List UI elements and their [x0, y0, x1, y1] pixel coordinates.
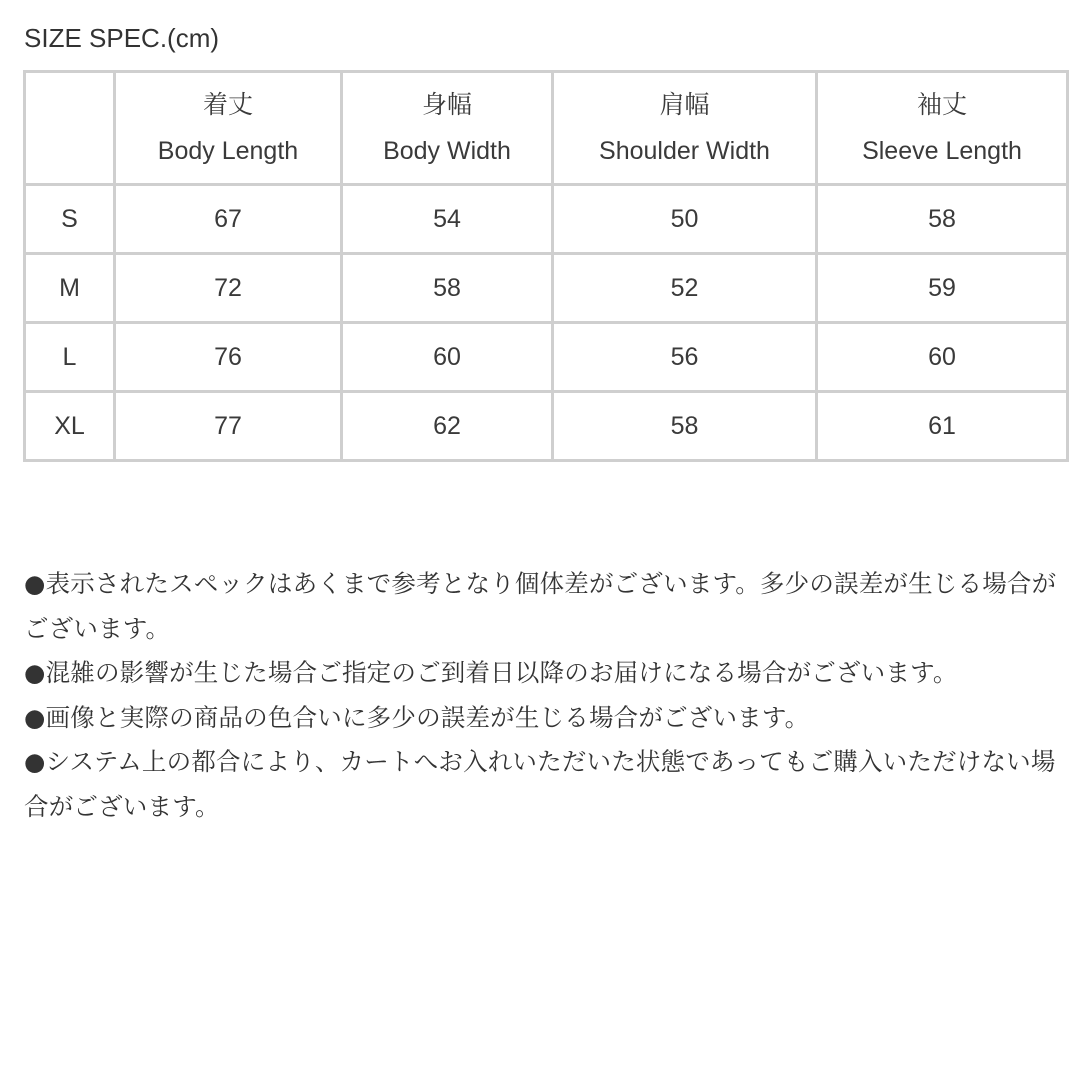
body-length-cell: 67	[115, 185, 342, 254]
body-width-cell: 54	[342, 185, 553, 254]
body-width-cell: 62	[342, 392, 553, 461]
sleeve-length-cell: 58	[817, 185, 1068, 254]
sleeve-length-cell: 61	[817, 392, 1068, 461]
table-header-row	[25, 72, 1068, 185]
page-title: SIZE SPEC.(cm)	[24, 23, 220, 53]
table-row	[25, 323, 1068, 392]
notes-section	[24, 562, 1064, 829]
table-row	[25, 392, 1068, 461]
note-item: ●画像と実際の商品の色合いに多少の誤差が生じる場合がございます。	[24, 702, 810, 732]
sleeve-length-cell: 59	[817, 254, 1068, 323]
body-length-cell: 77	[115, 392, 342, 461]
header-corner-cell	[25, 72, 115, 185]
note-item: ●システム上の都合により、カートへお入れいただいた状態であってもご購入いただけない場合がございます。	[24, 747, 1056, 821]
size-label: S	[25, 185, 115, 254]
body-length-cell: 72	[115, 254, 342, 323]
table-row	[25, 254, 1068, 323]
header-en-label: Sleeve Length	[862, 137, 1022, 165]
size-label: M	[25, 254, 115, 323]
header-body-width	[342, 72, 553, 185]
header-jp-label: 肩幅	[659, 90, 710, 119]
header-jp-label: 身幅	[421, 90, 472, 119]
shoulder-width-cell: 52	[553, 254, 817, 323]
note-item: ●混雑の影響が生じた場合ご指定のご到着日以降のお届けになる場合がございます。	[24, 658, 958, 687]
sleeve-length-cell: 60	[817, 323, 1068, 392]
note-item: ●表示されたスペックはあくまで参考となり個体差がございます。多少の誤差が生じる場合がございます。	[24, 569, 1057, 643]
body-width-cell: 60	[342, 323, 553, 392]
size-spec-table	[23, 70, 1069, 462]
body-length-cell: 76	[115, 323, 342, 392]
size-label: XL	[25, 392, 115, 461]
table-row	[25, 185, 1068, 254]
header-en-label: Body Length	[157, 137, 299, 165]
header-sleeve-length	[817, 72, 1068, 185]
header-jp-label: 袖丈	[916, 90, 967, 119]
shoulder-width-cell: 50	[553, 185, 817, 254]
body-width-cell: 58	[342, 254, 553, 323]
header-body-length	[115, 72, 342, 185]
shoulder-width-cell: 56	[553, 323, 817, 392]
header-shoulder-width	[553, 72, 817, 185]
shoulder-width-cell: 58	[553, 392, 817, 461]
header-jp-label: 着丈	[202, 90, 253, 119]
size-label: L	[25, 323, 115, 392]
header-en-label: Body Width	[383, 137, 511, 165]
header-en-label: Shoulder Width	[599, 137, 770, 165]
